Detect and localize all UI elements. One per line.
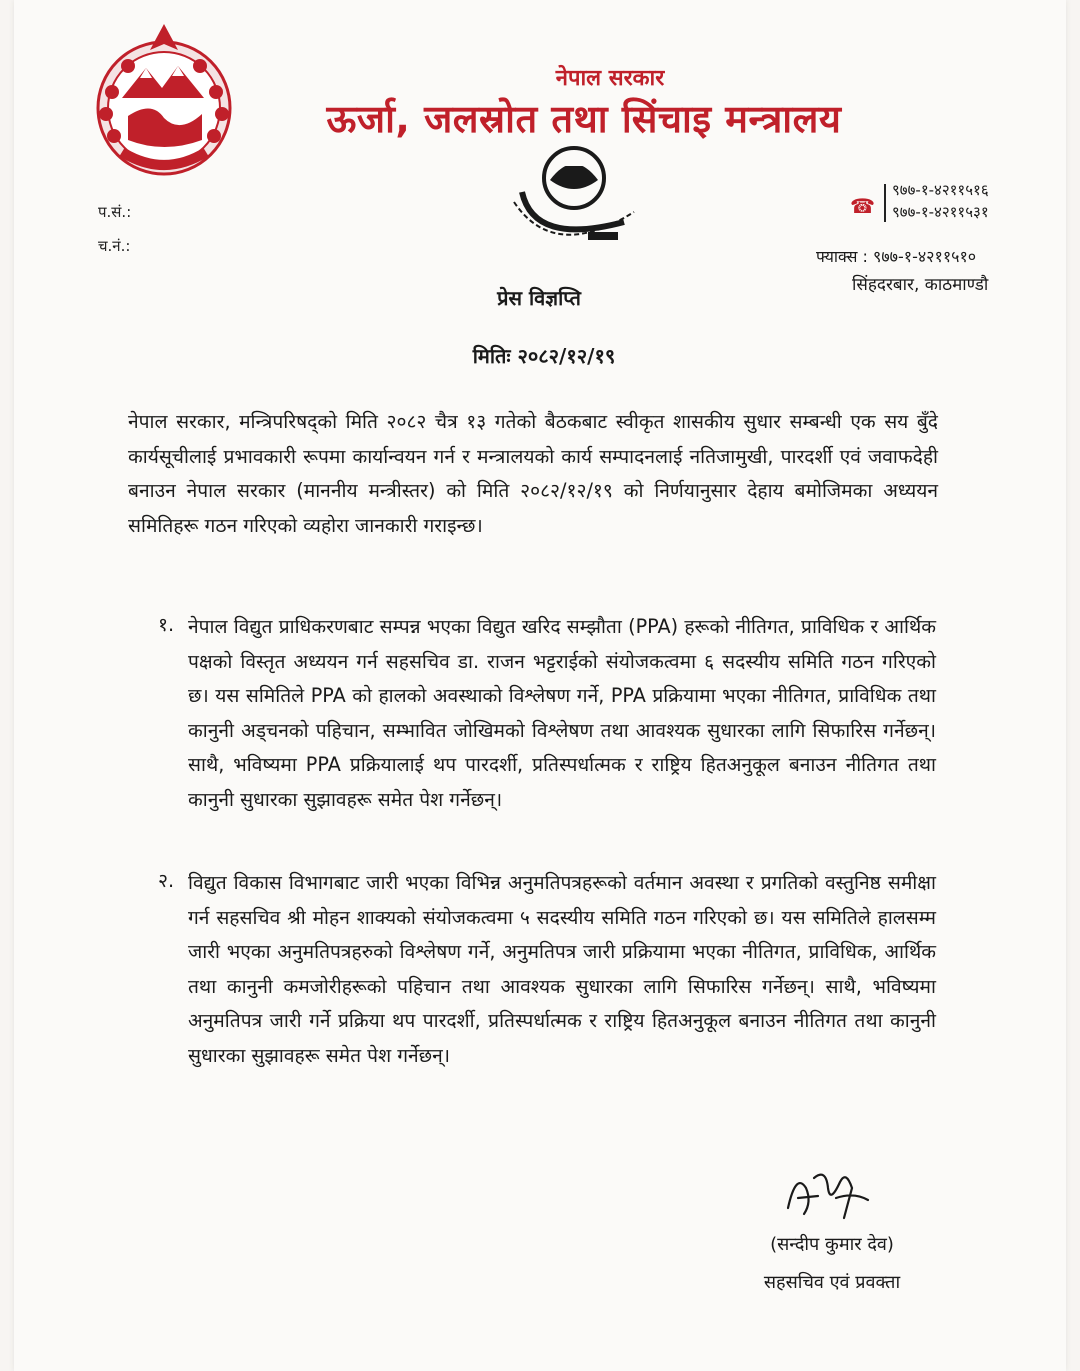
nepal-emblem-icon — [92, 22, 236, 182]
phone-number-1: ९७७-१-४२११५१६ — [892, 181, 989, 199]
item-number-1: १. — [158, 613, 175, 636]
phone-number-2: ९७७-१-४२११५३१ — [892, 203, 989, 221]
signer-name: (सन्दीप कुमार देव) — [770, 1234, 894, 1255]
dispatch-number-label: च.नं.: — [98, 237, 131, 255]
fax-number: फ्याक्स : ९७७-१-४२११५१० — [816, 247, 977, 266]
letterhead-page — [14, 0, 1066, 1371]
signer-title: सहसचिव एवं प्रवक्ता — [763, 1272, 901, 1293]
phone-icon: ☎ — [850, 194, 875, 218]
list-item-1: नेपाल विद्युत प्राधिकरणबाट सम्पन्न भएका विद्युत खरिद सम्झौता (PPA) हरूको नीतिगत, प्राविधिक र आर्थिक पक्षको विस्तृत अध्ययन गर्न सहसचिव डा. राजन भट्टराईको संयोजकत्वमा ६ सदस्यीय समिति गठन गरिएको छ। यस समितिले PPA को हालको अवस्थाको विश्लेषण गर्ने, PPA प्रक्रियामा भएका नीतिगत, प्राविधिक तथा कानुनी अड्चनको पहिचान, सम्भावित जोखिमको विश्लेषण तथा आवश्यक सुधारका लागि सिफारिस गर्नेछन्। साथै, भविष्यमा PPA प्रक्रियालाई थप पारदर्शी, प्रतिस्पर्धात्मक र राष्ट्रिय हितअनुकूल बनाउन नीतिगत तथा कानुनी सुधारका सुझावहरू समेत पेश गर्नेछन्। — [188, 615, 936, 811]
letter-number-label: प.सं.: — [98, 203, 132, 221]
intro-paragraph: नेपाल सरकार, मन्त्रिपरिषद्‌को मिति २०८२ चैत्र १३ गतेको बैठकबाट स्वीकृत शासकीय सुधार सम्बन्धी एक सय बुँदे कार्यसूचीलाई प्रभावकारी रूपमा कार्यान्वयन गर्न र मन्त्रालयको कार्य सम्पादनलाई नतिजामुखी, पारदर्शी एवं जवाफदेही बनाउन नेपाल सरकार (माननीय मन्त्रीस्तर) को मिति २०८२/१२/१९ को निर्णयानुसार देहाय बमोजिमका अध्ययन समितिहरू गठन गरिएको व्यहोरा जानकारी गराइन्छ। — [128, 410, 938, 537]
office-address: सिंहदरबार, काठमाण्डौ — [852, 275, 989, 295]
ministry-seal-icon — [484, 138, 664, 268]
list-item-2: विद्युत विकास विभागबाट जारी भएका विभिन्न अनुमतिपत्रहरूको वर्तमान अवस्था र प्रगतिको वस्तुनिष्ठ समीक्षा गर्न सहसचिव श्री मोहन शाक्यको संयोजकत्वमा ५ सदस्यीय समिति गठन गरिएको छ। यस समितिले हालसम्म जारी भएका अनुमतिपत्रहरुको विश्लेषण गर्ने, अनुमतिपत्र जारी प्रक्रियामा भएका नीतिगत, प्राविधिक, आर्थिक तथा कानुनी कमजोरीहरूको पहिचान तथा आवश्यक सुधारका लागि सिफारिस गर्नेछन्। साथै, भविष्यमा अनुमतिपत्र जारी गर्ने प्रक्रिया थप पारदर्शी, प्रतिस्पर्धात्मक र राष्ट्रिय हितअनुकूल बनाउन नीतिगत तथा कानुनी सुधारका सुझावहरू समेत पेश गर्नेछन्। — [188, 871, 936, 1067]
document-title: प्रेस विज्ञप्ति — [497, 286, 581, 310]
government-name: नेपाल सरकार — [555, 66, 665, 91]
signature-icon — [774, 1158, 874, 1226]
phone-divider — [884, 184, 886, 222]
ministry-name: ऊर्जा, जलस्रोत तथा सिंचाइ मन्त्रालय — [326, 97, 842, 141]
item-number-2: २. — [158, 869, 175, 892]
document-date: मितिः २०८२/१२/१९ — [472, 344, 616, 368]
